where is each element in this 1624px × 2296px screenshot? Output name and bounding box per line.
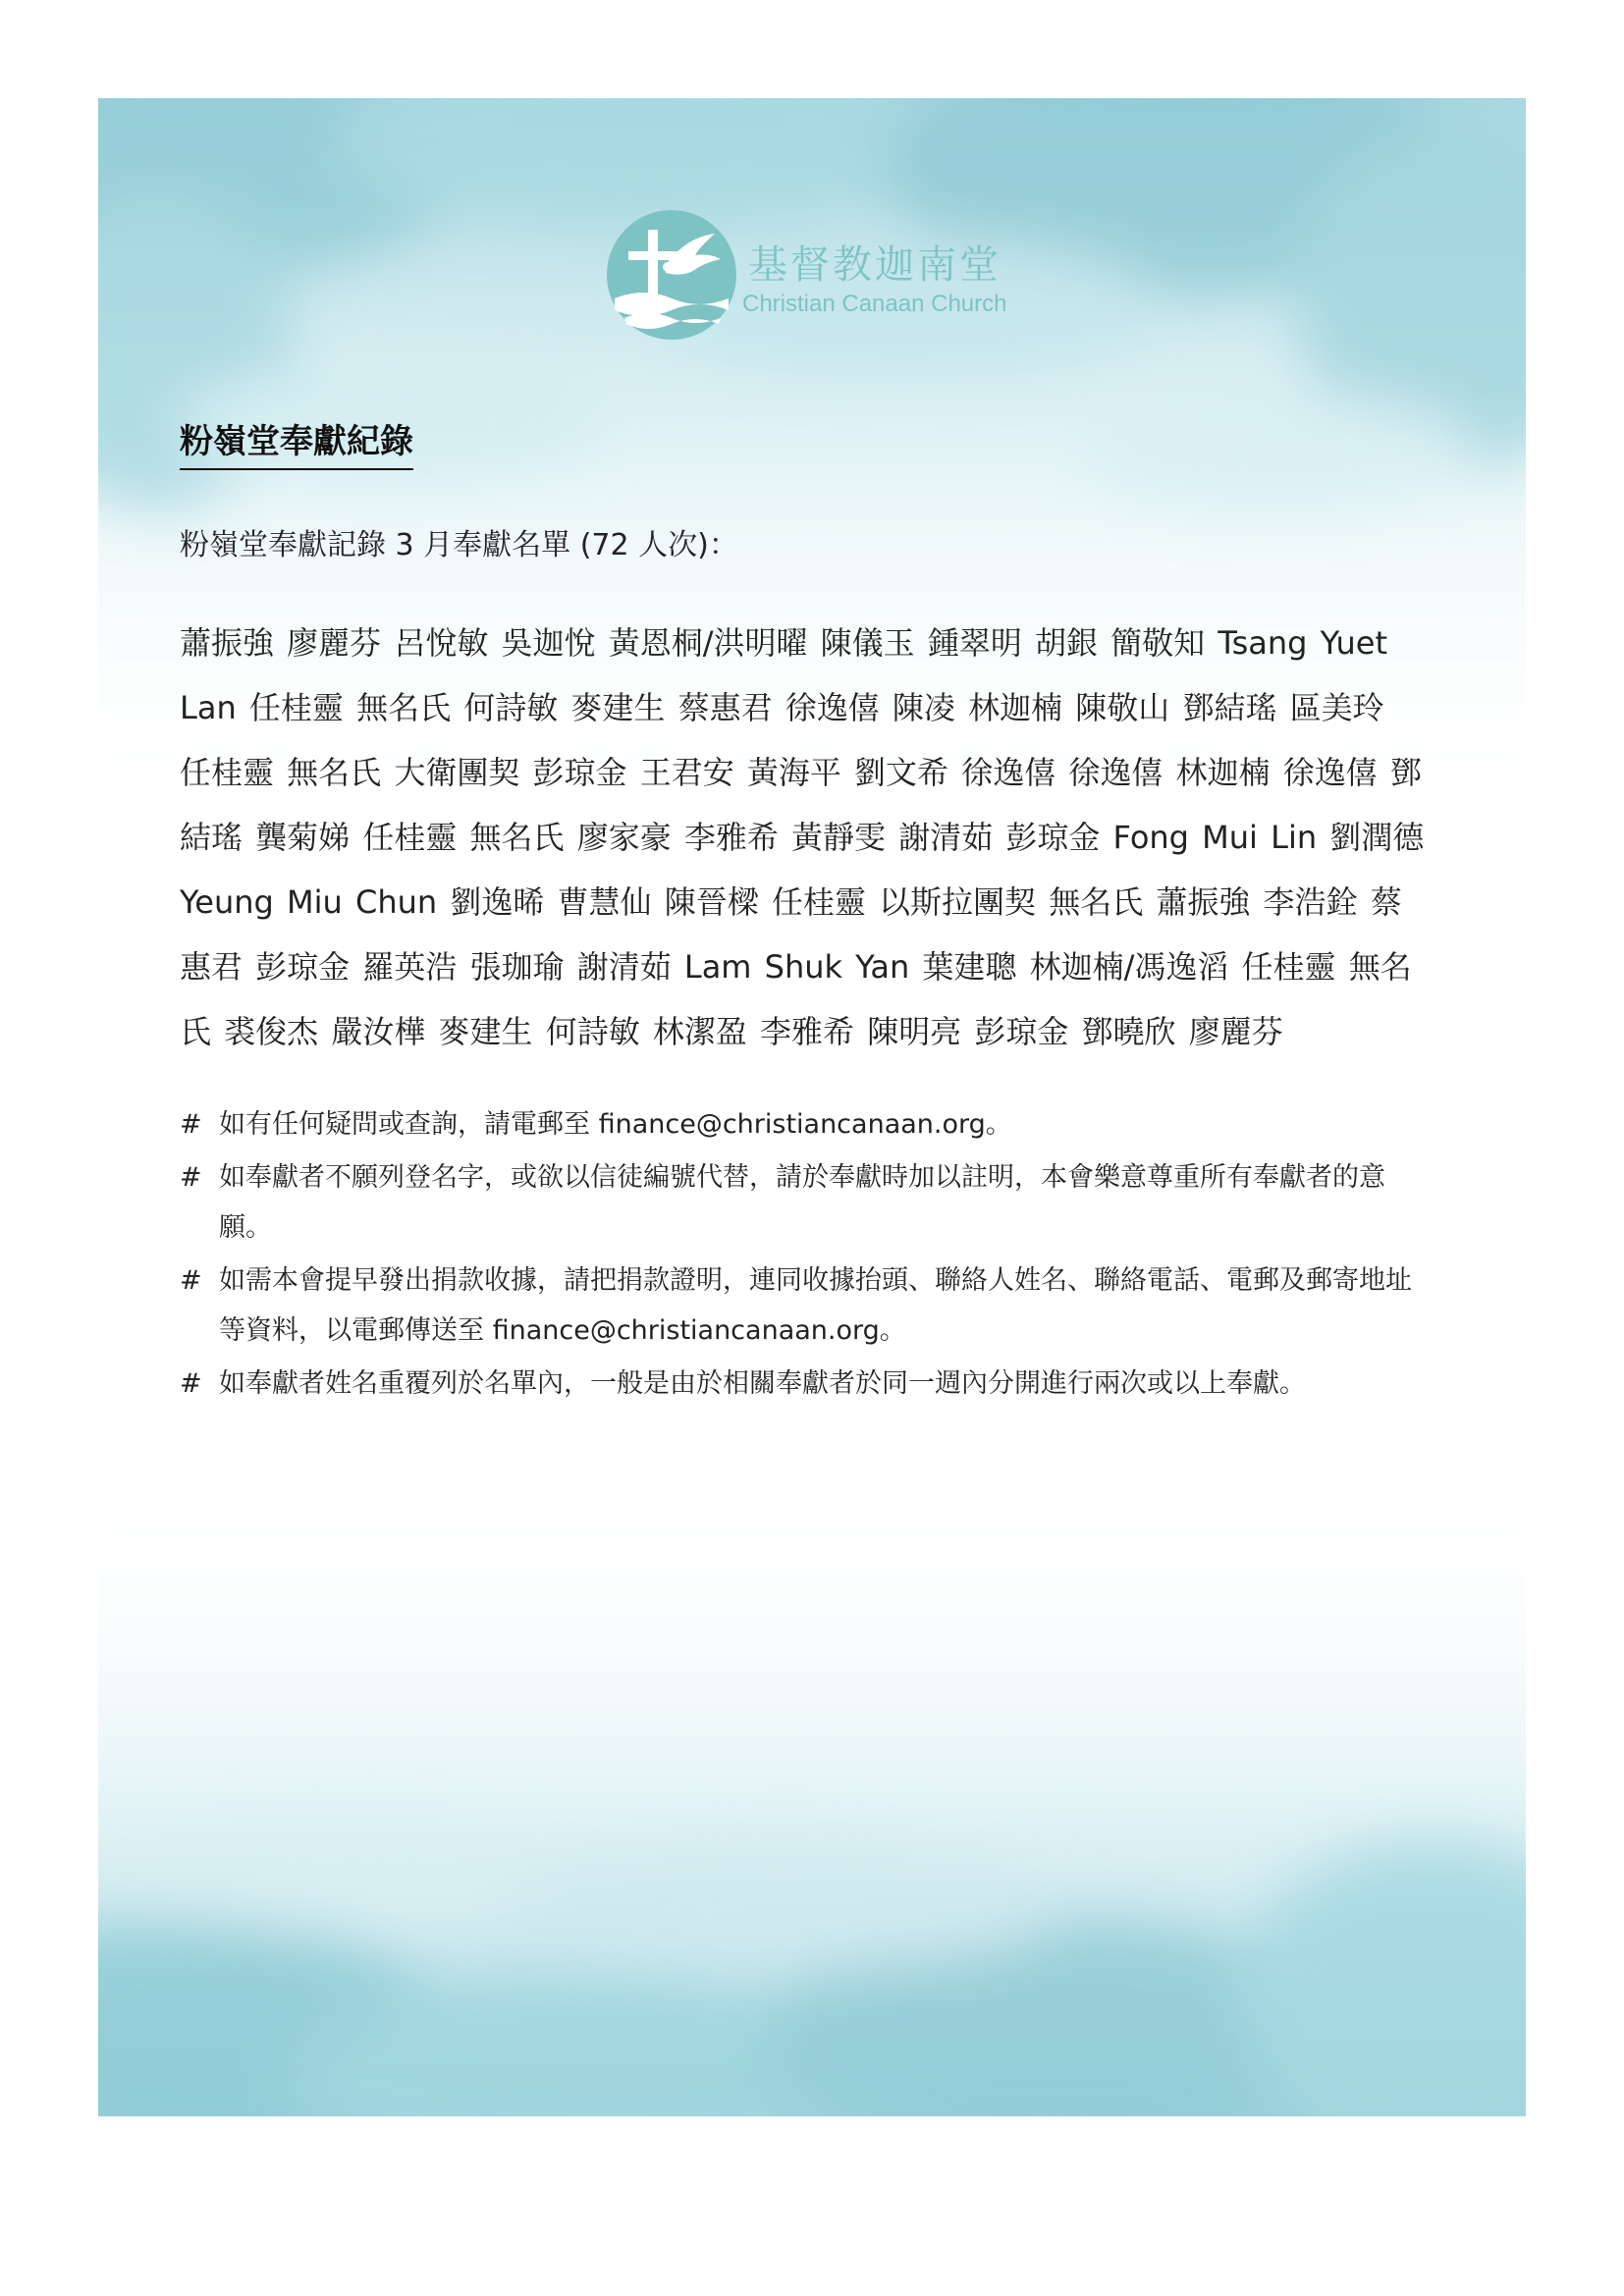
page-title: 粉嶺堂奉獻紀錄 bbox=[180, 414, 413, 470]
note-item bbox=[180, 1099, 1425, 1149]
dove-cross-icon bbox=[605, 208, 738, 342]
document-page bbox=[98, 98, 1526, 2116]
note-text: 如需本會提早發出捐款收據，請把捐款證明，連同收據抬頭、聯絡人姓名、聯絡電話、電郵及郵寄地址等資料，以電郵傳送至 finance@christiancanaan.org。 bbox=[219, 1265, 1412, 1346]
note-text: 如有任何疑問或查詢，請電郵至 finance@christiancanaan.org。 bbox=[219, 1109, 1012, 1140]
watercolor-background-bottom bbox=[98, 1488, 1526, 2116]
note-item bbox=[180, 1255, 1425, 1356]
note-item bbox=[180, 1359, 1425, 1409]
hash-mark: # bbox=[180, 1368, 202, 1399]
note-text: 如奉獻者姓名重覆列於名單內，一般是由於相關奉獻者於同一週內分開進行兩次或以上奉獻。 bbox=[219, 1368, 1306, 1399]
church-logo bbox=[605, 208, 1037, 346]
note-item bbox=[180, 1152, 1425, 1253]
hash-mark: # bbox=[180, 1265, 202, 1296]
note-text: 如奉獻者不願列登名字，或欲以信徒編號代替，請於奉獻時加以註明，本會樂意尊重所有奉獻者的意願。 bbox=[219, 1162, 1385, 1243]
notes-list bbox=[180, 1099, 1425, 1412]
church-name-english: Christian Canaan Church bbox=[742, 291, 1007, 317]
hash-mark: # bbox=[180, 1109, 202, 1140]
donor-names-list: 蕭振強 廖麗芬 呂悅敏 吳迦悅 黃恩桐/洪明曜 陳儀玉 鍾翠明 胡銀 簡敬知 Tsang Yuet Lan 任桂靈 無名氏 何詩敏 麥建生 蔡惠君 徐逸僖 陳凌 林迦楠 陳敬山 鄧結瑤 區美玲 任桂靈 無名氏 大衛團契 彭琼金 王君安 黃海平 劉文希 徐逸僖 徐逸僖 林迦楠 徐逸僖 鄧結瑤 龔菊娣 任桂靈 無名氏 廖家豪 李雅希 黃靜雯 謝清茹 彭琼金 Fong Mui Lin 劉潤德 Yeung Miu Chun 劉逸晞 曹慧仙 陳晉樑 任桂靈 以斯拉團契 無名氏 蕭振強 李浩銓 蔡惠君 彭琼金 羅英浩 張珈瑜 謝清茹 Lam Shuk Yan 葉建聰 林迦楠/馮逸滔 任桂靈 無名氏 裘俊杰 嚴汝樺 麥建生 何詩敏 林潔盈 李雅希 陳明亮 彭琼金 鄧曉欣 廖麗芬 bbox=[180, 624, 1425, 1050]
hash-mark: # bbox=[180, 1162, 202, 1193]
church-name-chinese: 基督教迦南堂 bbox=[748, 242, 1001, 288]
list-subtitle: 粉嶺堂奉獻記錄 3 月奉獻名單 (72 人次)： bbox=[180, 528, 738, 562]
